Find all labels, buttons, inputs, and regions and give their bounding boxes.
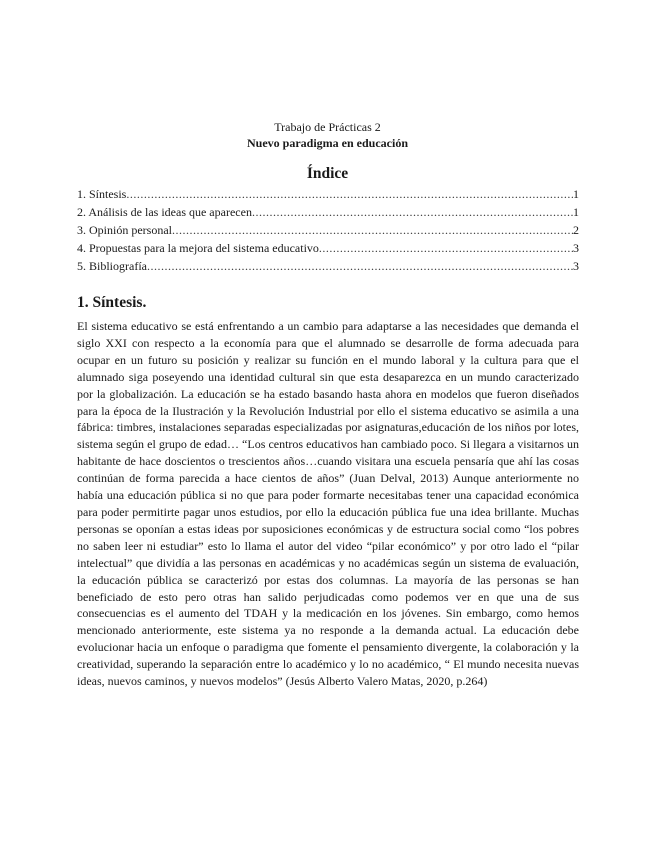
document-header [0, 119, 655, 151]
toc-title: Índice [306, 165, 349, 182]
toc-page-number: 1 [573, 187, 579, 201]
body-paragraph: El sistema educativo se está enfrentando a un cambio para adaptarse a las necesidades que demanda el siglo XXI con respecto a la economía para que el alumnado se desarrolle de forma adecuada para ocupar en un futuro su posición y realizar su función en el mundo laboral y la cultura para que el alumnado siga poseyendo una identidad cultural sin que esta desaparezca en un mundo caracterizado por la globalización. La educación se ha estado basando hasta ahora en modelos que fueron diseñados para la época de la Ilustración y la Revolución Industrial por ello el sistema educativo se asimila a una fábrica: timbres, instalaciones separadas especializadas por asignaturas,educación de los niños por lotes, sistema según el grupo de edad… “Los centros educativos han cambiado poco. Si llegara a visitarnos un habitante de hace doscientos o trescientos años…cuando visitara una escuela pensaría que ahí las cosas continúan de forma parecida a hace cientos de años” (Juan Delval, 2013) Aunque anteriormente no había una educación pública si no que para poder formarte necesitabas tener una capacidad económica para poder permitirte pagar unos estudios, por ello la educación pública fue una idea brillante. Muchas personas se oponían a estas ideas por suposiciones económicas y de estructura social como “los pobres no saben leer ni estudiar” esto lo llama el autor del video “pilar económico” y por otro lado el “pilar intelectual” que dividía a las personas en académicas y no académicas según un sistema de evaluación, la educación pública se caracterizó por estas dos columnas. La mayoría de las personas se han beneficiado de esto pero otras han salido perjudicadas como podemos ver en que una de sus consecuencias es el aumento del TDAH y la medicación en los jóvenes. Sin embargo, como hemos mencionado anteriormente, este sistema ya no responde a la demanda actual. La educación debe evolucionar hacia un enfoque o paradigma que fomente el pensamiento divergente, la colaboración y la creatividad, superando la separación entre lo académico y lo no académico, “ El mundo necesita nuevas ideas, nuevos caminos, y nuevos modelos” (Jesús Alberto Valero Matas, 2020, p.264) [77, 319, 579, 689]
toc-leader-dots [172, 222, 573, 240]
document-title: Nuevo paradigma en educación [246, 136, 408, 150]
toc-entry-label: 3. Opinión personal [77, 222, 172, 237]
toc-page-number: 3 [573, 258, 579, 273]
toc-entry-bibliografia[interactable] [77, 258, 579, 276]
toc-leader-dots [126, 186, 573, 204]
toc-entry-sintesis[interactable] [77, 186, 579, 204]
toc-entry-opinion[interactable] [77, 222, 579, 240]
toc-entry-label: 4. Propuestas para la mejora del sistema educativo [77, 240, 319, 255]
toc-page-number: 2 [573, 222, 579, 237]
toc-entry-label: 5. Bibliografía [77, 258, 147, 273]
course-title: Trabajo de Prácticas 2 [274, 120, 381, 134]
toc-leader-dots [319, 240, 573, 258]
toc-entry-label: 2. Análisis de las ideas que aparecen [77, 204, 252, 219]
toc-page-number: 3 [573, 240, 579, 255]
table-of-contents [77, 186, 579, 275]
toc-page-number: 1 [573, 204, 579, 219]
toc-entry-propuestas[interactable] [77, 240, 579, 258]
toc-entry-label: 1. Síntesis [77, 187, 127, 201]
toc-leader-dots [147, 258, 573, 276]
toc-entry-analisis[interactable] [77, 204, 579, 222]
section-heading: 1. Síntesis. [77, 294, 147, 311]
toc-leader-dots [252, 204, 573, 222]
